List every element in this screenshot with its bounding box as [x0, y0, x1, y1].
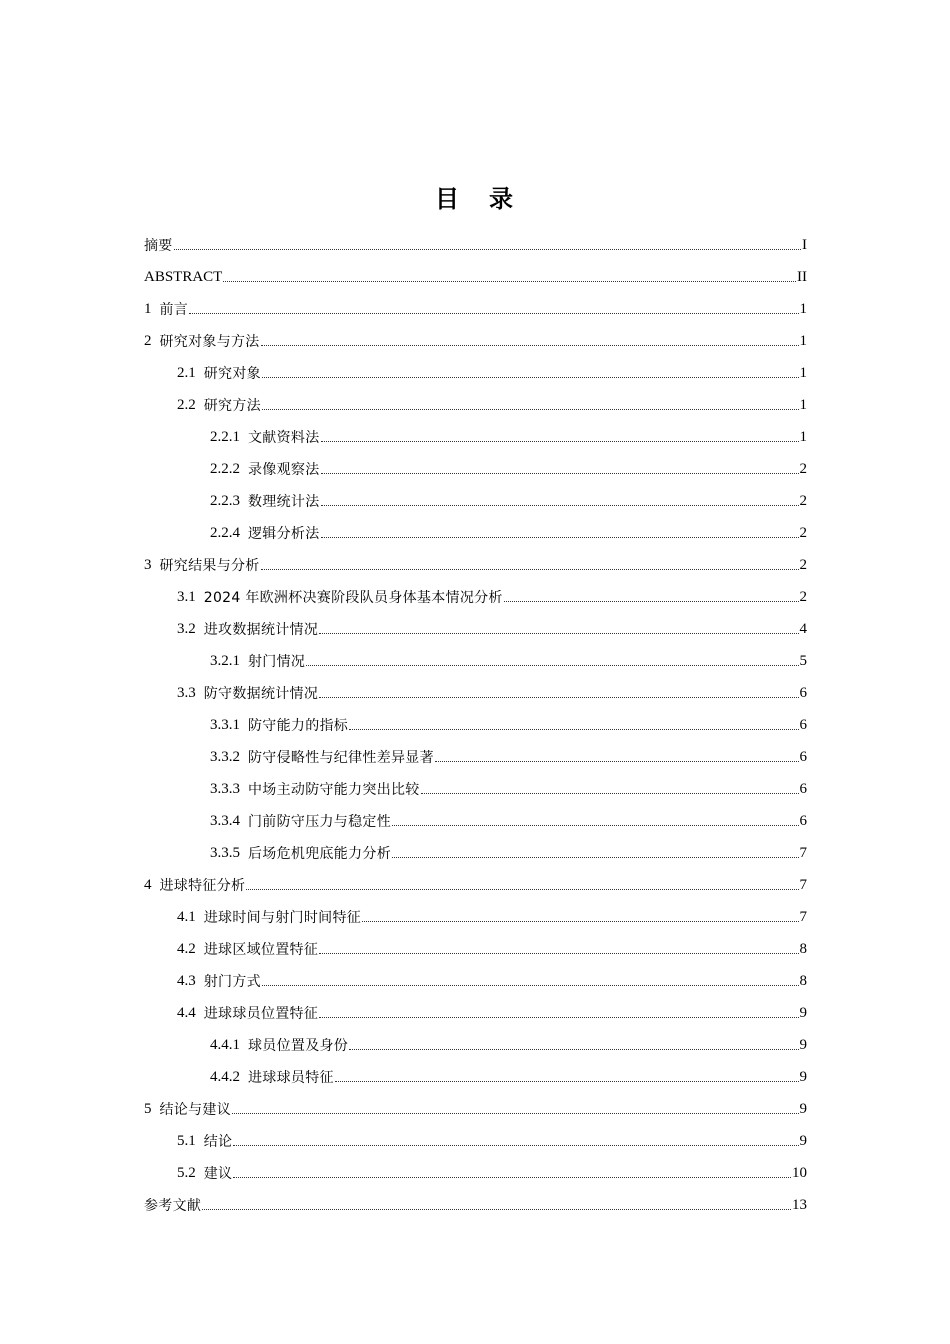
toc-entry-number: 4.4	[177, 1004, 196, 1021]
toc-entry-number: 2.2.1	[210, 428, 240, 445]
toc-entry-title: 逻辑分析法	[248, 526, 320, 542]
dot-leader	[306, 653, 798, 666]
toc-entry-title: 进球特征分析	[159, 878, 246, 894]
dot-leader	[335, 1069, 799, 1082]
toc-entry-title: 前言	[159, 302, 189, 318]
toc-entry-title: 进球区域位置特征	[203, 942, 319, 958]
dot-leader	[319, 1005, 798, 1018]
toc-entry[interactable]	[144, 773, 807, 805]
dot-leader	[392, 813, 799, 826]
toc-entry-title: 结论与建议	[159, 1102, 231, 1118]
toc-entry-number: 3.3.4	[210, 812, 240, 829]
toc-entry[interactable]	[144, 901, 807, 933]
title-char-1: 目	[435, 185, 461, 214]
toc-entry-page-number: I	[802, 236, 807, 253]
toc-entry-number: 5.2	[177, 1164, 196, 1181]
toc-entry-title: 研究方法	[203, 398, 261, 414]
toc-entry[interactable]	[144, 933, 807, 965]
toc-entry-title: 录像观察法	[248, 462, 320, 478]
toc-entry[interactable]	[144, 389, 807, 421]
toc-entry-page-number: 2	[799, 460, 807, 477]
title-char-2: 录	[489, 185, 515, 214]
toc-entry-page-number: 1	[799, 428, 807, 445]
toc-entry[interactable]	[144, 549, 807, 581]
toc-entry-title: ABSTRACT	[144, 268, 223, 285]
toc-entry-number: 2.2.4	[210, 524, 240, 541]
toc-entry[interactable]	[144, 997, 807, 1029]
toc-entry-page-number: 6	[799, 812, 807, 829]
toc-entry[interactable]	[144, 261, 807, 293]
toc-entry-number: 2.1	[177, 364, 196, 381]
toc-entry-page-number: 2	[799, 588, 807, 605]
toc-entry[interactable]	[144, 709, 807, 741]
toc-entry-number: 4.3	[177, 972, 196, 989]
toc-entry-number: 4	[144, 876, 152, 893]
toc-entry-page-number: 1	[799, 396, 807, 413]
dot-leader	[223, 269, 796, 282]
toc-entry[interactable]	[144, 229, 807, 261]
toc-entry-page-number: 10	[792, 1164, 807, 1181]
toc-entry-number: 4.4.2	[210, 1068, 240, 1085]
dot-leader	[262, 365, 799, 378]
toc-entry-page-number: 7	[799, 908, 807, 925]
toc-entry-number: 2	[144, 332, 152, 349]
dot-leader	[504, 589, 799, 602]
toc-entry-page-number: 6	[799, 748, 807, 765]
toc-entry-page-number: 1	[799, 332, 807, 349]
toc-entry-page-number: 5	[799, 652, 807, 669]
toc-entry[interactable]	[144, 837, 807, 869]
toc-entry-number: 3.3.1	[210, 716, 240, 733]
toc-entry-page-number: II	[797, 268, 807, 285]
toc-entry[interactable]	[144, 485, 807, 517]
toc-entry-title: 防守侵略性与纪律性差异显著	[248, 750, 434, 766]
toc-entry[interactable]	[144, 581, 807, 613]
toc-entry-title: 研究对象	[203, 366, 261, 382]
toc-entry-number: 5.1	[177, 1132, 196, 1149]
toc-entry-page-number: 8	[799, 940, 807, 957]
dot-leader	[321, 461, 799, 474]
dot-leader	[319, 685, 798, 698]
dot-leader	[421, 781, 799, 794]
dot-leader	[246, 877, 798, 890]
toc-entry[interactable]	[144, 741, 807, 773]
toc-entry-title: 进球球员特征	[248, 1070, 334, 1086]
dot-leader	[232, 1101, 799, 1114]
toc-entry-number: 3.2	[177, 620, 196, 637]
toc-entry-page-number: 7	[799, 876, 807, 893]
toc-entry[interactable]	[144, 1093, 807, 1125]
toc-entry-title: 参考文献	[144, 1198, 202, 1214]
toc-entry-number: 1	[144, 300, 152, 317]
toc-entry[interactable]	[144, 869, 807, 901]
toc-entry-number: 2.2	[177, 396, 196, 413]
toc-entry-title: 建议	[203, 1166, 233, 1182]
toc-entry-page-number: 9	[799, 1132, 807, 1149]
toc-entry-page-number: 2	[799, 556, 807, 573]
toc-entry-title: 进球球员位置特征	[203, 1006, 319, 1022]
dot-leader	[435, 749, 799, 762]
toc-entry-title: 射门方式	[203, 974, 261, 990]
dot-leader	[321, 429, 799, 442]
toc-entry[interactable]	[144, 421, 807, 453]
toc-entry-title: 2024 年欧洲杯决赛阶段队员身体基本情况分析	[203, 590, 503, 606]
toc-entry-number: 2.2.3	[210, 492, 240, 509]
toc-entry-page-number: 6	[799, 684, 807, 701]
toc-entry[interactable]	[144, 1157, 807, 1189]
toc-entry-number: 3.3.5	[210, 844, 240, 861]
dot-leader	[262, 973, 799, 986]
toc-entry[interactable]	[144, 1029, 807, 1061]
toc-entry-title: 中场主动防守能力突出比较	[248, 782, 420, 798]
dot-leader	[233, 1133, 798, 1146]
toc-entry-page-number: 9	[799, 1068, 807, 1085]
toc-entry[interactable]	[144, 1125, 807, 1157]
toc-entry-page-number: 6	[799, 780, 807, 797]
toc-entry-title: 门前防守压力与稳定性	[248, 814, 391, 830]
toc-entry-title: 研究对象与方法	[159, 334, 260, 350]
dot-leader	[362, 909, 798, 922]
toc-entry-number: 3.3	[177, 684, 196, 701]
dot-leader	[321, 493, 799, 506]
toc-entry-page-number: 6	[799, 716, 807, 733]
toc-entry[interactable]	[144, 1189, 807, 1221]
toc-entry-title: 摘要	[144, 238, 173, 254]
toc-entry-page-number: 1	[799, 364, 807, 381]
toc-entry-number: 3.3.3	[210, 780, 240, 797]
toc-entry-page-number: 9	[799, 1100, 807, 1117]
toc-entry-number: 3.2.1	[210, 652, 240, 669]
toc-entry[interactable]	[144, 1061, 807, 1093]
dot-leader	[349, 717, 798, 730]
dot-leader	[174, 237, 801, 250]
dot-leader	[319, 941, 798, 954]
table-of-contents	[144, 229, 807, 1221]
toc-entry-page-number: 4	[799, 620, 807, 637]
page-title	[0, 182, 950, 216]
dot-leader	[233, 1165, 791, 1178]
dot-leader	[261, 557, 799, 570]
toc-entry-title: 文献资料法	[248, 430, 320, 446]
toc-entry-title: 球员位置及身份	[248, 1038, 349, 1054]
toc-entry-number: 3	[144, 556, 152, 573]
dot-leader	[262, 397, 799, 410]
toc-entry-page-number: 2	[799, 492, 807, 509]
toc-entry[interactable]	[144, 677, 807, 709]
dot-leader	[321, 525, 799, 538]
toc-entry-title: 结论	[203, 1134, 233, 1150]
toc-entry-title: 防守能力的指标	[248, 718, 349, 734]
toc-entry[interactable]	[144, 645, 807, 677]
toc-entry-page-number: 8	[799, 972, 807, 989]
toc-entry-page-number: 9	[799, 1036, 807, 1053]
toc-entry-number: 2.2.2	[210, 460, 240, 477]
toc-entry-number: 5	[144, 1100, 152, 1117]
toc-entry-page-number: 7	[799, 844, 807, 861]
toc-entry-number: 3.3.2	[210, 748, 240, 765]
toc-entry-title: 研究结果与分析	[159, 558, 260, 574]
toc-entry[interactable]	[144, 613, 807, 645]
toc-entry[interactable]	[144, 325, 807, 357]
toc-entry[interactable]	[144, 805, 807, 837]
toc-entry-number: 3.1	[177, 588, 196, 605]
dot-leader	[261, 333, 799, 346]
toc-entry-page-number: 1	[799, 300, 807, 317]
dot-leader	[202, 1197, 791, 1210]
toc-entry-page-number: 13	[792, 1196, 807, 1213]
toc-entry-page-number: 9	[799, 1004, 807, 1021]
toc-entry-title: 防守数据统计情况	[203, 686, 319, 702]
toc-entry-number: 4.4.1	[210, 1036, 240, 1053]
toc-entry-number: 4.1	[177, 908, 196, 925]
toc-entry-title: 后场危机兜底能力分析	[248, 846, 391, 862]
toc-entry[interactable]	[144, 293, 807, 325]
dot-leader	[349, 1037, 798, 1050]
dot-leader	[392, 845, 799, 858]
dot-leader	[189, 301, 798, 314]
toc-entry-page-number: 2	[799, 524, 807, 541]
toc-entry-number: 4.2	[177, 940, 196, 957]
toc-entry[interactable]	[144, 517, 807, 549]
toc-entry[interactable]	[144, 357, 807, 389]
toc-entry-title: 进球时间与射门时间特征	[203, 910, 362, 926]
toc-entry[interactable]	[144, 965, 807, 997]
toc-entry-title: 数理统计法	[248, 494, 320, 510]
toc-entry[interactable]	[144, 453, 807, 485]
toc-entry-title: 射门情况	[248, 654, 306, 670]
toc-entry-title: 进攻数据统计情况	[203, 622, 319, 638]
dot-leader	[319, 621, 798, 634]
